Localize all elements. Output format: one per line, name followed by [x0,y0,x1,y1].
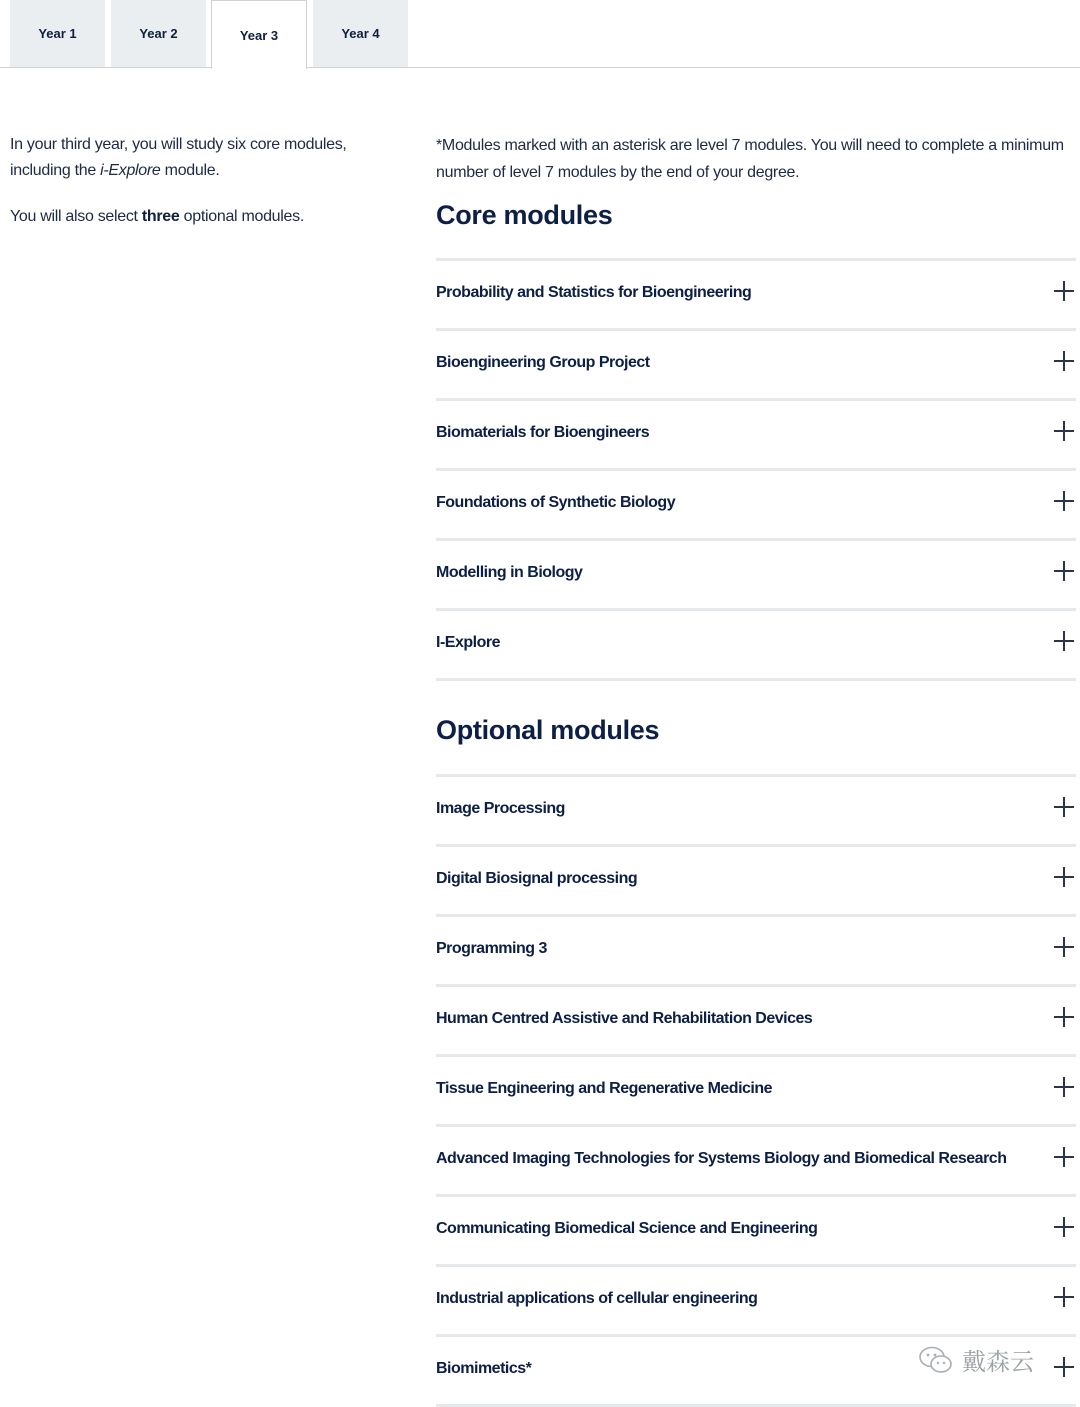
plus-icon[interactable] [1054,281,1074,301]
plus-icon[interactable] [1054,491,1074,511]
module-title: Programming 3 [436,940,547,957]
optional-modules-heading: Optional modules [436,715,660,745]
plus-icon[interactable] [1054,1287,1074,1307]
intro-text [10,132,390,250]
module-row[interactable] [436,844,1076,914]
watermark-text: 戴森云 [962,1348,1034,1376]
plus-icon[interactable] [1054,421,1074,441]
core-modules-heading: Core modules [436,200,613,230]
intro-core-paragraph: In your third year, you will study six core modules, including the i-Explore module. [10,136,347,179]
module-row[interactable] [436,468,1076,538]
module-row[interactable] [436,1124,1076,1194]
module-title: Industrial applications of cellular engineering [436,1290,758,1307]
module-title: Human Centred Assistive and Rehabilitation Devices [436,1010,813,1027]
plus-icon[interactable] [1054,1217,1074,1237]
module-row[interactable] [436,538,1076,608]
tab-year-2[interactable]: Year 2 [111,0,206,67]
module-row[interactable] [436,608,1076,681]
module-title: Tissue Engineering and Regenerative Medicine [436,1080,773,1097]
module-title: Biomaterials for Bioengineers [436,424,650,441]
core-modules-list [436,258,1076,681]
module-title: Communicating Biomedical Science and Engineering [436,1220,818,1237]
module-title: I-Explore [436,634,500,651]
plus-icon[interactable] [1054,1147,1074,1167]
optional-modules-list [436,774,1076,1407]
plus-icon[interactable] [1054,1007,1074,1027]
module-title: Image Processing [436,800,565,817]
year-tab-bar [0,0,1080,68]
module-row[interactable] [436,398,1076,468]
plus-icon[interactable] [1054,351,1074,371]
module-row[interactable] [436,1194,1076,1264]
module-title: Bioengineering Group Project [436,354,650,371]
plus-icon[interactable] [1054,561,1074,581]
module-title: Probability and Statistics for Bioengineering [436,284,752,301]
module-row[interactable] [436,328,1076,398]
wechat-icon [918,1345,954,1375]
module-row[interactable] [436,914,1076,984]
module-title: Advanced Imaging Technologies for Systems Biology and Biomedical Research [436,1150,1007,1167]
plus-icon[interactable] [1054,867,1074,887]
watermark [918,1342,1034,1377]
module-row[interactable] [436,258,1076,328]
tab-year-3[interactable]: Year 3 [211,0,307,69]
module-title: Modelling in Biology [436,564,583,581]
plus-icon[interactable] [1054,937,1074,957]
plus-icon[interactable] [1054,797,1074,817]
module-title: Digital Biosignal processing [436,870,638,887]
module-row[interactable] [436,1264,1076,1334]
plus-icon[interactable] [1054,1357,1074,1377]
intro-optional-paragraph: You will also select three optional modules. [10,208,304,225]
tab-year-1[interactable]: Year 1 [10,0,105,67]
module-title: Biomimetics* [436,1360,532,1377]
module-row[interactable] [436,774,1076,844]
tab-year-4[interactable]: Year 4 [313,0,408,67]
plus-icon[interactable] [1054,1077,1074,1097]
plus-icon[interactable] [1054,631,1074,651]
level-7-note: *Modules marked with an asterisk are level 7 modules. You will need to complete a minimum number of level 7 modules by the end of your degree. [436,137,1064,181]
module-row[interactable] [436,1054,1076,1124]
module-row[interactable] [436,984,1076,1054]
module-title: Foundations of Synthetic Biology [436,494,676,511]
